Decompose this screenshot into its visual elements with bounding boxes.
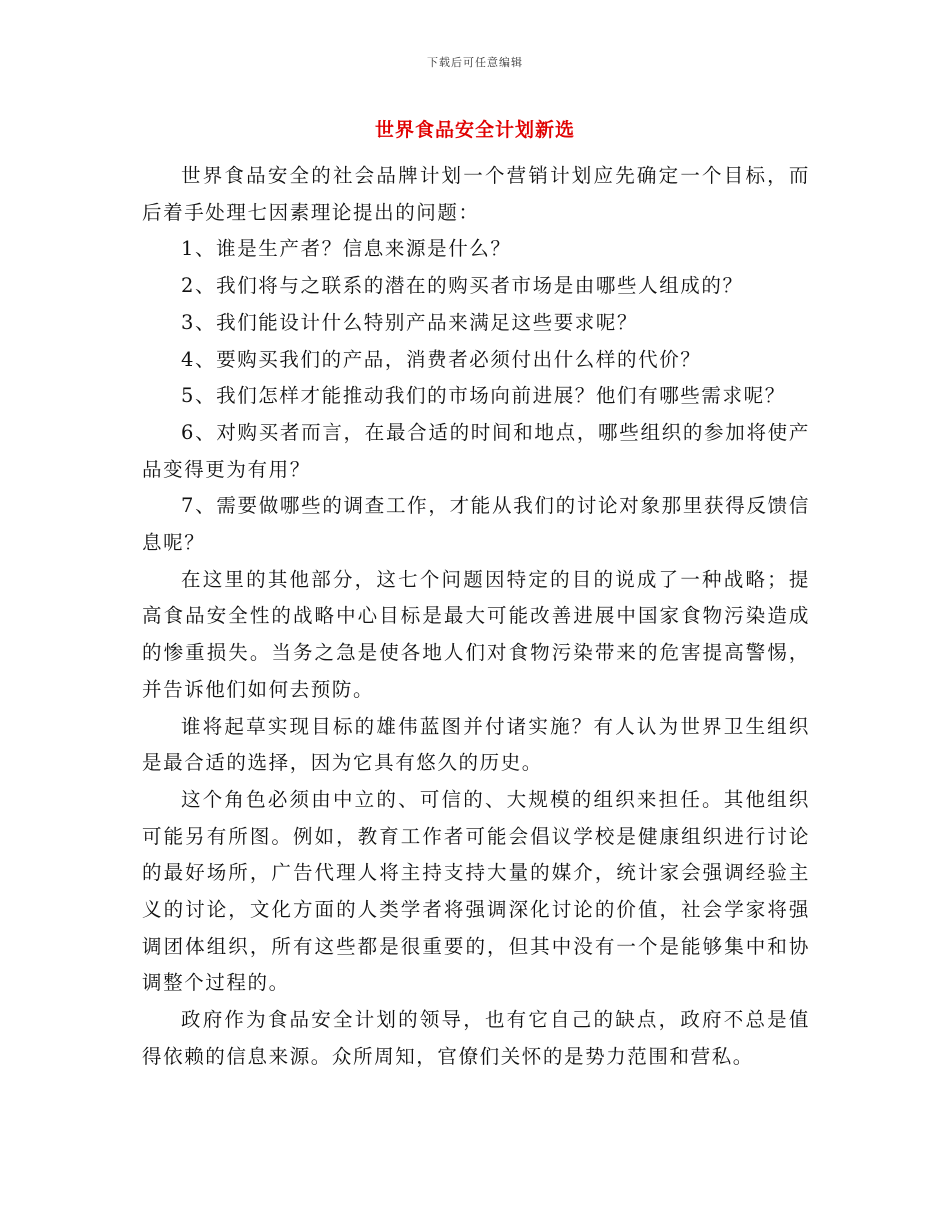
question-5: 5、我们怎样才能推动我们的市场向前进展？他们有哪些需求呢？ [181, 384, 786, 408]
paragraph-who-drafts: 谁将起草实现目标的雄伟蓝图并付诸实施？有人认为世界卫生组织是最合适的选择，因为它具有悠久的历史。 [142, 714, 810, 775]
question-6: 6、对购买者而言，在最合适的时间和地点，哪些组织的参加将使产品变得更为有用？ [142, 420, 810, 481]
paragraph-intro: 世界食品安全的社会品牌计划一个营销计划应先确定一个目标，而后着手处理七因素理论提出的问题： [142, 164, 810, 224]
paragraph-government: 政府作为食品安全计划的领导，也有它自己的缺点，政府不总是值得依赖的信息来源。众所周知，官僚们关怀的是势力范围和营私。 [142, 1008, 810, 1068]
question-3: 3、我们能设计什么特别产品来满足这些要求呢？ [181, 310, 639, 334]
paragraph-strategy: 在这里的其他部分，这七个问题因特定的目的说成了一种战略；提高食品安全性的战略中心目标是最大可能改善进展中国家食物污染造成的惨重损失。当务之急是使各地人们对食物污染带来的危害提高警惕，并告诉他们如何去预防。 [142, 567, 810, 701]
header-note: 下载后可任意编辑 [427, 56, 523, 69]
paragraph-neutral-role: 这个角色必须由中立的、可信的、大规模的组织来担任。其他组织可能另有所图。例如，教育工作者可能会倡议学校是健康组织进行讨论的最好场所，广告代理人将主持支持大量的媒介，统计家会强调经验主义的讨论，文化方面的人类学者将强调深化讨论的价值，社会学家将强调团体组织，所有这些都是很重要的，但其中没有一个是能够集中和协调整个过程的。 [142, 787, 810, 995]
document-body [142, 158, 810, 1076]
question-4: 4、要购买我们的产品，消费者必须付出什么样的代价？ [181, 347, 702, 371]
document-title: 世界食品安全计划新选 [374, 119, 575, 141]
question-2: 2、我们将与之联系的潜在的购买者市场是由哪些人组成的？ [181, 274, 744, 298]
question-1: 1、谁是生产者？信息来源是什么？ [181, 237, 512, 261]
question-7: 7、需要做哪些的调查工作，才能从我们的讨论对象那里获得反馈信息呢？ [142, 494, 810, 555]
